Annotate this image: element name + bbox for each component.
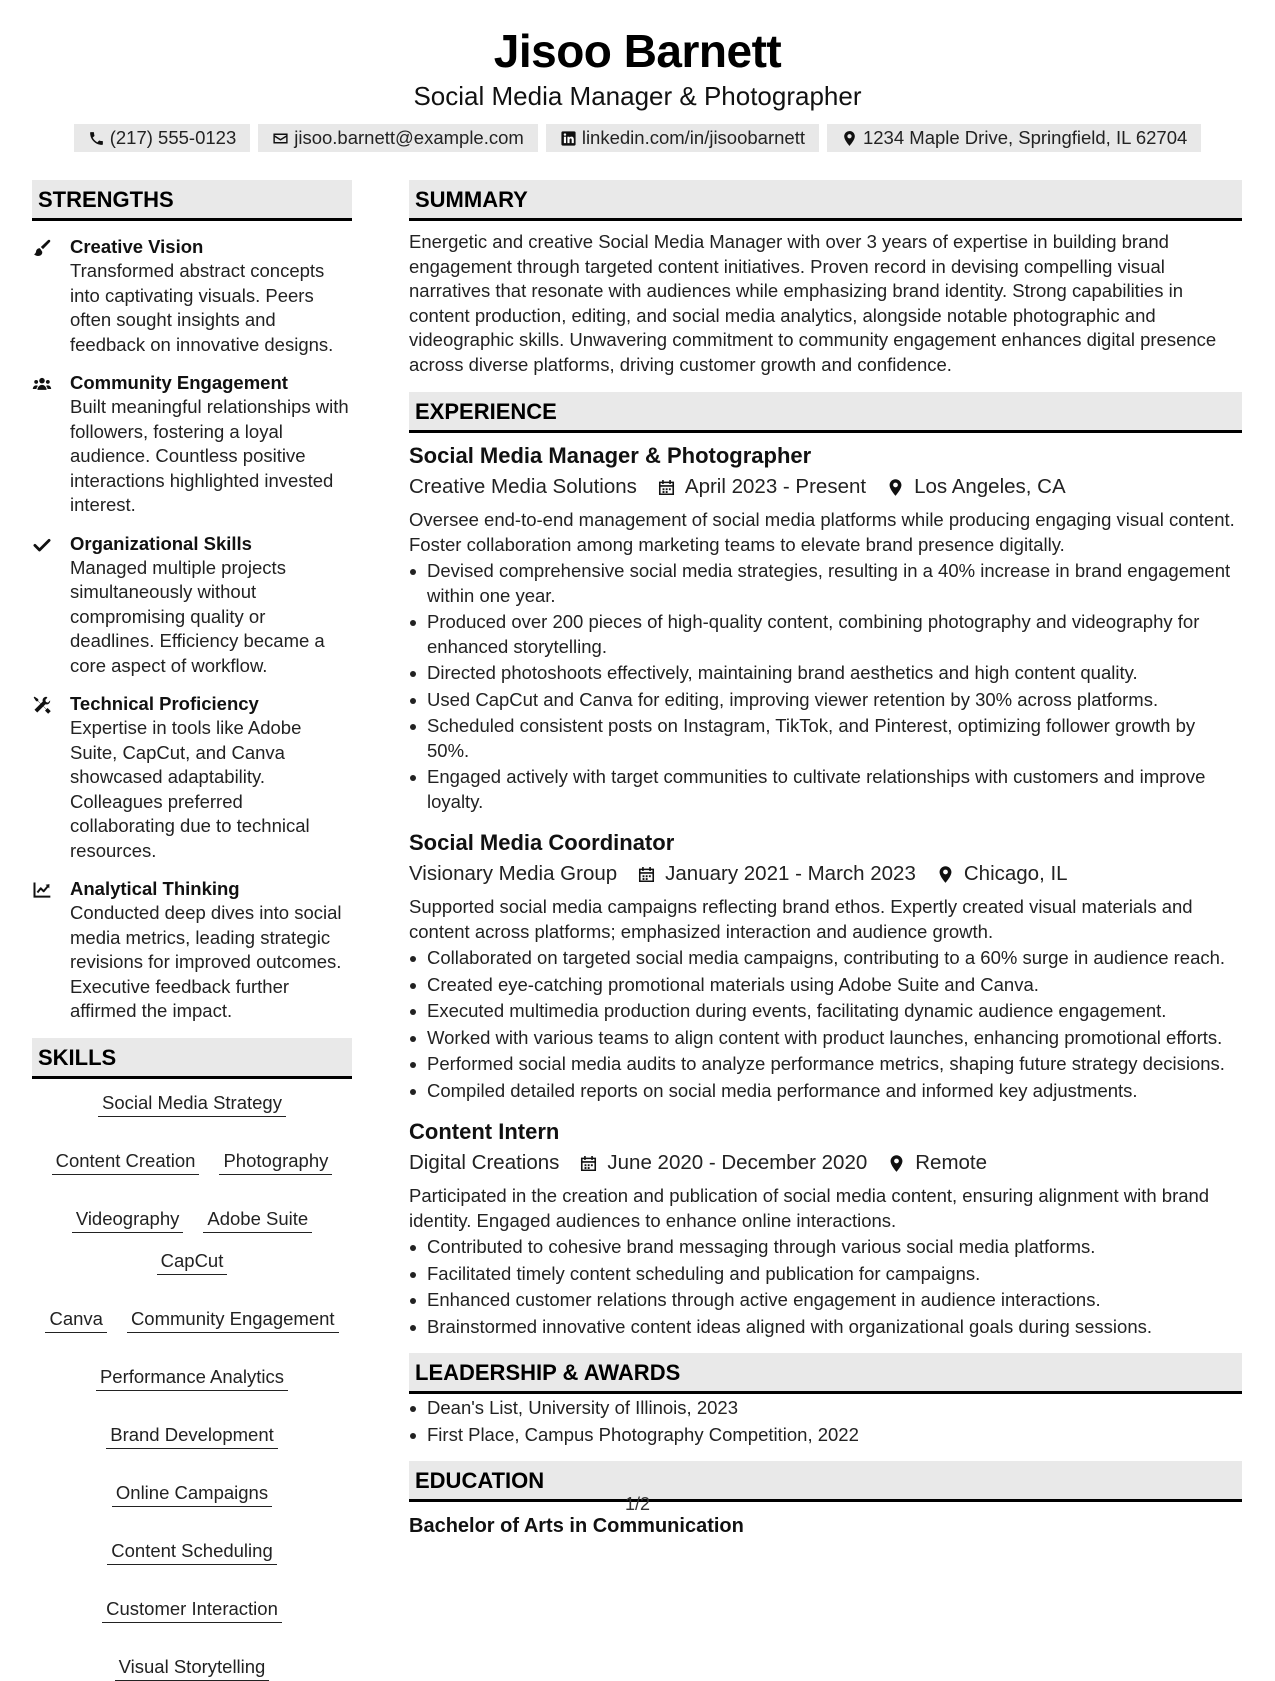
candidate-name: Jisoo Barnett <box>493 25 782 77</box>
degree-title: Bachelor of Arts in Communication <box>409 1515 744 1537</box>
skill-tag: Canva <box>45 1307 106 1333</box>
strength-title: Organizational Skills <box>70 532 252 554</box>
job-meta <box>409 1148 1242 1178</box>
strength-item <box>32 877 352 1024</box>
resume-header <box>0 24 1275 152</box>
company-name: Visionary Media Group <box>409 862 618 885</box>
job-description: Participated in the creation and publication of social media content, ensuring alignment with brand identity. Engaged audiences to enhance online interactions. <box>409 1185 1210 1231</box>
job-meta <box>409 859 1242 889</box>
linkedin-icon <box>560 130 577 147</box>
skill-tag: Photography <box>219 1149 332 1175</box>
strengths-heading: STRENGTHS <box>32 180 352 221</box>
job-bullet: Scheduled consistent posts on Instagram, TikTok, and Pinterest, optimizing follower growth by 50%. <box>409 714 1242 763</box>
job-bullet: Used CapCut and Canva for editing, improving viewer retention by 30% across platforms. <box>409 688 1242 713</box>
job-title: Content Intern <box>409 1119 560 1144</box>
contact-address <box>827 124 1201 152</box>
job-bullet: Devised comprehensive social media strategies, resulting in a 40% increase in brand engagement within one year. <box>409 559 1242 608</box>
contact-bar <box>0 124 1275 152</box>
job-dates: January 2021 - March 2023 <box>665 862 916 885</box>
skill-tag: CapCut <box>157 1249 228 1275</box>
summary-heading: SUMMARY <box>409 180 1242 221</box>
strength-title: Creative Vision <box>70 236 204 257</box>
skill-tag: Videography <box>72 1207 184 1233</box>
leadership-list <box>409 1396 1242 1447</box>
strength-title: Technical Proficiency <box>70 693 259 714</box>
job-bullets <box>409 1235 1242 1339</box>
contact-linkedin-text: linkedin.com/in/jisoobarnett <box>581 127 805 148</box>
calendar-icon <box>637 865 656 884</box>
skill-tag: Adobe Suite <box>203 1207 312 1233</box>
skill-tag: Visual Storytelling <box>115 1655 270 1681</box>
job-meta <box>409 472 1242 502</box>
strength-description: Transformed abstract concepts into captivating visuals. Peers often sought insights and feedback on innovative designs. <box>70 260 334 355</box>
job-bullet: Collaborated on targeted social media campaigns, contributing to a 60% surge in audience reach. <box>409 946 1242 971</box>
paintbrush-icon <box>32 238 52 258</box>
phone-icon <box>88 130 105 147</box>
summary-text: Energetic and creative Social Media Manager with over 3 years of expertise in building brand engagement through targeted content initiatives. Proven record in devising compelling visual narratives that resonate with audiences while emphasizing brand identity. Strong capabilities in content production, editing, and social media analytics, alongside notable photographic and videographic skills. Unwavering commitment to community engagement enhances digital presence across diverse platforms, driving customer growth and confidence. <box>409 231 1217 375</box>
strengths-list <box>32 235 352 1024</box>
users-icon <box>32 374 52 394</box>
skill-tag: Community Engagement <box>127 1307 339 1333</box>
page-number: 1/2 <box>624 1494 651 1514</box>
award-item: First Place, Campus Photography Competition, 2022 <box>409 1423 1242 1448</box>
experience-entry <box>409 1117 1242 1339</box>
skill-tag: Social Media Strategy <box>98 1091 286 1117</box>
experience-entry <box>409 441 1242 814</box>
job-bullet: Created eye-catching promotional materials using Adobe Suite and Canva. <box>409 973 1242 998</box>
skill-tag: Content Scheduling <box>107 1539 276 1565</box>
skill-tag: Online Campaigns <box>112 1481 272 1507</box>
job-bullet: Performed social media audits to analyze performance metrics, shaping future strategy decisions. <box>409 1052 1242 1077</box>
job-bullet: Engaged actively with target communities to cultivate relationships with customers and improve loyalty. <box>409 765 1242 814</box>
calendar-icon <box>657 478 676 497</box>
map-pin-icon <box>886 478 905 497</box>
company-name: Creative Media Solutions <box>409 475 637 498</box>
skills-heading: SKILLS <box>32 1038 352 1079</box>
job-bullet: Produced over 200 pieces of high-quality content, combining photography and videography for enhanced storytelling. <box>409 610 1242 659</box>
checkmark-icon <box>32 535 52 555</box>
strength-title: Community Engagement <box>70 372 288 393</box>
education-heading: EDUCATION <box>409 1461 1242 1502</box>
right-column <box>409 180 1242 1540</box>
contact-address-text: 1234 Maple Drive, Springfield, IL 62704 <box>862 127 1188 148</box>
strength-description: Managed multiple projects simultaneously without compromising quality or deadlines. Efficiency became a core aspect of workflow. <box>70 556 325 676</box>
job-bullet: Executed multimedia production during events, facilitating dynamic audience engagement. <box>409 999 1242 1024</box>
envelope-icon <box>272 130 289 147</box>
skill-tag: Customer Interaction <box>102 1597 282 1623</box>
company-name: Digital Creations <box>409 1151 560 1174</box>
contact-phone-text: (217) 555-0123 <box>109 127 237 148</box>
job-location: Los Angeles, CA <box>914 475 1066 498</box>
strength-item <box>32 371 352 518</box>
job-location: Chicago, IL <box>963 862 1068 885</box>
map-pin-icon <box>841 130 858 147</box>
leadership-heading: LEADERSHIP & AWARDS <box>409 1353 1242 1394</box>
strength-description: Conducted deep dives into social media metrics, leading strategic revisions for improved outcomes. Executive feedback further affirmed the impact. <box>70 902 342 1021</box>
job-bullets <box>409 946 1242 1103</box>
contact-email-text: jisoo.barnett@example.com <box>294 127 524 148</box>
skills-list <box>32 1091 352 1681</box>
strength-item <box>32 532 352 679</box>
job-location: Remote <box>915 1151 988 1174</box>
strength-description: Built meaningful relationships with followers, fostering a loyal audience. Countless positive interactions highlighted invested interest. <box>70 396 349 515</box>
skill-tag: Brand Development <box>106 1423 278 1449</box>
experience-heading: EXPERIENCE <box>409 392 1242 433</box>
job-description: Supported social media campaigns reflecting brand ethos. Expertly created visual materials and content across platforms; emphasized interaction and audience growth. <box>409 896 1193 942</box>
left-column <box>32 180 352 1681</box>
job-bullet: Contributed to cohesive brand messaging through various social media platforms. <box>409 1235 1242 1260</box>
tools-icon <box>32 695 52 715</box>
strength-item <box>32 692 352 863</box>
job-bullet: Worked with various teams to align content with product launches, enhancing promotional efforts. <box>409 1026 1242 1051</box>
contact-phone[interactable] <box>74 124 251 152</box>
job-title: Social Media Coordinator <box>409 830 675 855</box>
map-pin-icon <box>936 865 955 884</box>
job-dates: April 2023 - Present <box>684 475 867 498</box>
job-title: Social Media Manager & Photographer <box>409 443 812 468</box>
job-bullet: Enhanced customer relations through active engagement in audience interactions. <box>409 1288 1242 1313</box>
candidate-headline: Social Media Manager & Photographer <box>413 81 862 111</box>
job-bullet: Brainstormed innovative content ideas aligned with organizational goals during sessions. <box>409 1315 1242 1340</box>
job-bullet: Facilitated timely content scheduling and publication for campaigns. <box>409 1262 1242 1287</box>
strength-item <box>32 235 352 357</box>
award-item: Dean's List, University of Illinois, 2023 <box>409 1396 1242 1421</box>
job-bullets <box>409 559 1242 814</box>
strength-description: Expertise in tools like Adobe Suite, CapCut, and Canva showcased adaptability. Colleagues preferred collaborating due to technical resources. <box>70 717 310 861</box>
contact-linkedin[interactable] <box>546 124 819 152</box>
job-bullet: Directed photoshoots effectively, maintaining brand aesthetics and high content quality. <box>409 661 1242 686</box>
job-dates: June 2020 - December 2020 <box>607 1151 868 1174</box>
job-description: Oversee end-to-end management of social media platforms while producing engaging visual content. Foster collaboration among marketing teams to elevate brand presence digitally. <box>409 509 1235 555</box>
experience-entry <box>409 828 1242 1103</box>
skill-tag: Performance Analytics <box>96 1365 288 1391</box>
strength-title: Analytical Thinking <box>70 878 240 899</box>
map-pin-icon <box>887 1154 906 1173</box>
skill-tag: Content Creation <box>52 1149 200 1175</box>
calendar-icon <box>579 1154 598 1173</box>
line-chart-icon <box>32 880 52 900</box>
job-bullet: Compiled detailed reports on social media performance and informed key adjustments. <box>409 1079 1242 1104</box>
contact-email[interactable] <box>258 124 538 152</box>
